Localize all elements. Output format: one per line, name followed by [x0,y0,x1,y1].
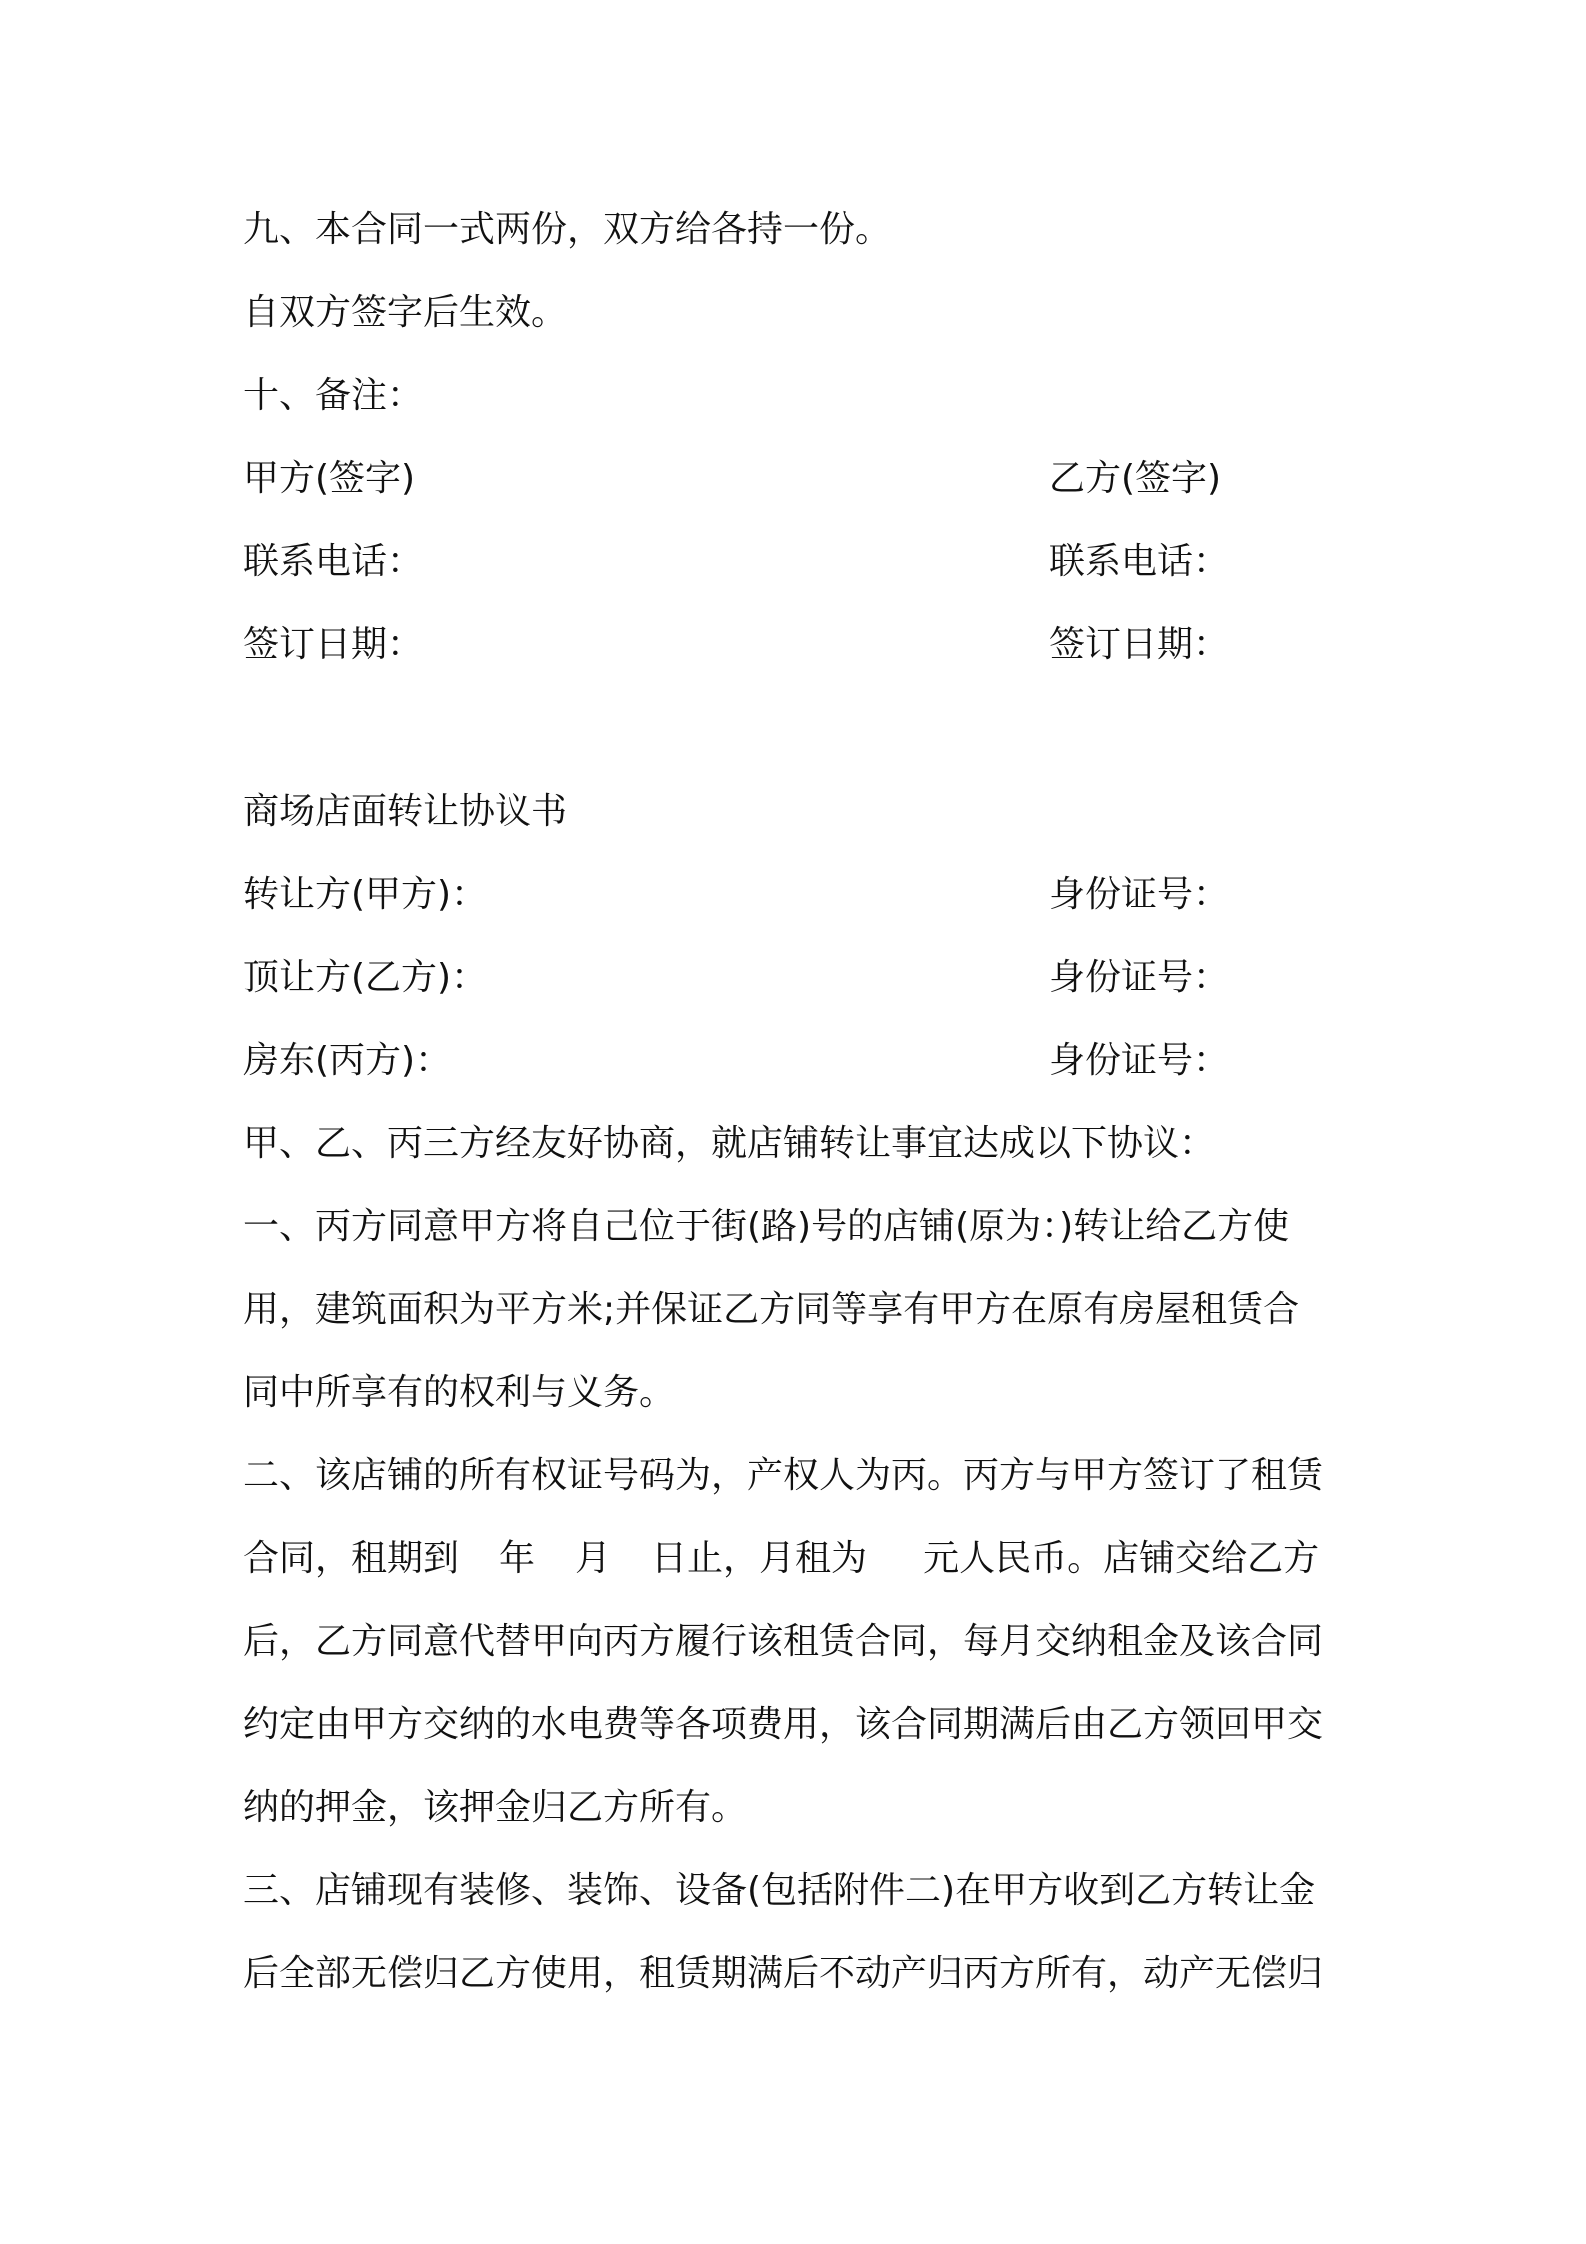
clause-9: 九、本合同一式两份，双方给各持一份。 [243,209,892,250]
clause-2-line-5: 纳的押金，该押金归乙方所有。 [243,1787,748,1828]
effective-statement: 自双方签字后生效。 [243,292,568,333]
clause-3-line-2: 后全部无偿归乙方使用，租赁期满后不动产归丙方所有，动产无偿归 [243,1953,1324,1994]
transferee-label: 顶让方(乙方)： [243,957,488,998]
party-a-signature-label: 甲方(签字) [243,458,416,499]
phone-row [243,539,1363,585]
clause-2-line-3: 后，乙方同意代替甲向丙方履行该租赁合同，每月交纳租金及该合同 [243,1621,1324,1662]
party-b-phone-label: 联系电话： [1049,541,1230,582]
transferor-row [243,872,1363,918]
signature-row [243,456,1363,502]
transferee-row [243,955,1363,1001]
sign-date-row [243,622,1363,668]
clause-1-line-1: 一、丙方同意甲方将自己位于街(路)号的店铺(原为：)转让给乙方使 [243,1206,1290,1247]
clause-2-month: 月 [575,1538,612,1579]
clause-10-remarks: 十、备注： [243,375,424,416]
party-b-date-label: 签订日期： [1049,624,1230,665]
clause-2-line-1: 二、该店铺的所有权证号码为，产权人为丙。丙方与甲方签订了租赁 [243,1455,1324,1496]
landlord-row [243,1038,1363,1084]
clause-2-currency: 元人民币。店铺交给乙方 [923,1538,1320,1579]
landlord-label: 房东(丙方)： [243,1040,452,1081]
transferor-label: 转让方(甲方)： [243,874,488,915]
clause-2-rent: 日止，月租为 [651,1538,868,1579]
clause-2-line-4: 约定由甲方交纳的水电费等各项费用，该合同期满后由乙方领回甲交 [243,1704,1324,1745]
clause-2-year: 年 [499,1538,536,1579]
landlord-id-label: 身份证号： [1049,1040,1230,1081]
transferor-id-label: 身份证号： [1049,874,1230,915]
party-b-signature-label: 乙方(签字) [1049,458,1222,499]
party-a-phone-label: 联系电话： [243,541,424,582]
agreement-title: 商场店面转让协议书 [243,791,568,832]
clause-2-lease-term: 合同，租期到 [243,1538,460,1579]
party-a-date-label: 签订日期： [243,624,424,665]
clause-1-line-3: 同中所享有的权利与义务。 [243,1372,676,1413]
clause-3-line-1: 三、店铺现有装修、装饰、设备(包括附件二)在甲方收到乙方转让金 [243,1870,1316,1911]
preamble: 甲、乙、丙三方经友好协商，就店铺转让事宜达成以下协议： [243,1123,1216,1164]
clause-2-line-2 [243,1536,1363,1582]
clause-1-line-2: 用，建筑面积为平方米;并保证乙方同等享有甲方在原有房屋租赁合 [243,1289,1300,1330]
transferee-id-label: 身份证号： [1049,957,1230,998]
